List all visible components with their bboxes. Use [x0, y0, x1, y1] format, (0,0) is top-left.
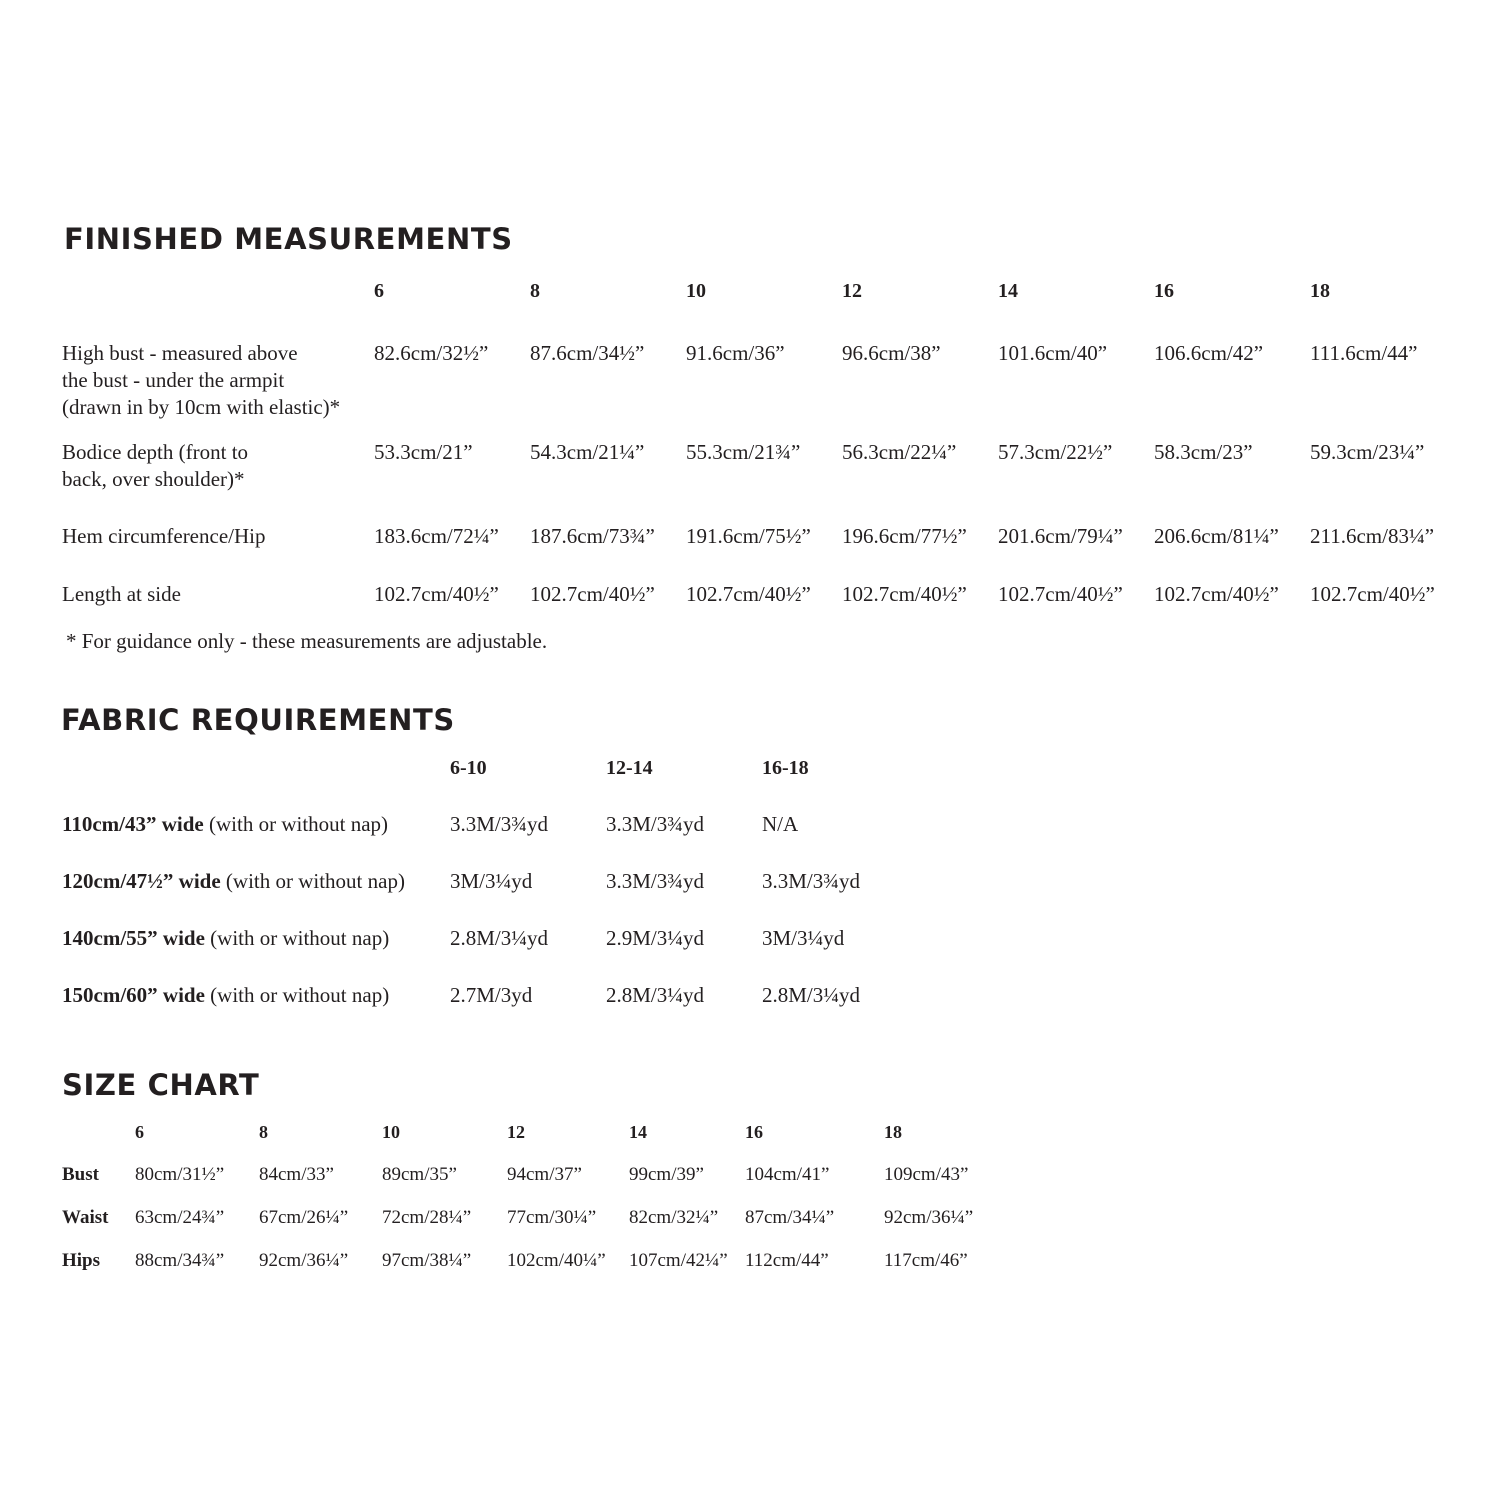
measurement-value: 183.6cm/72¼”: [374, 524, 499, 548]
measurement-value: 102.7cm/40½”: [842, 582, 967, 606]
body-measure-value: 82cm/32¼”: [629, 1207, 719, 1228]
guidance-note: * For guidance only - these measurements are adjustable.: [66, 629, 548, 653]
size-header: 12: [842, 280, 862, 302]
measurement-value: 102.7cm/40½”: [1310, 582, 1435, 606]
fabric-width-label: [62, 868, 450, 925]
body-measure-value: 72cm/28¼”: [382, 1207, 472, 1228]
measurement-label: High bust - measured above the bust - under the armpit (drawn in by 10cm with elastic)*: [62, 341, 341, 419]
size-group-header: 16-18: [762, 757, 809, 779]
fabric-requirements-table: [62, 755, 918, 1039]
measurement-value: 101.6cm/40”: [998, 341, 1108, 365]
table-header-row: [62, 278, 1466, 340]
fabric-amount: 2.7M/3yd: [450, 983, 533, 1007]
measurement-value: 102.7cm/40½”: [1154, 582, 1279, 606]
fabric-width: 120cm/47½” wide: [62, 869, 221, 893]
measurement-label: Length at side: [62, 582, 181, 606]
table-row: [62, 340, 1466, 439]
fabric-qualifier: (with or without nap): [220, 869, 405, 893]
measurement-value: 102.7cm/40½”: [686, 582, 811, 606]
fabric-qualifier: (with or without nap): [203, 812, 389, 836]
measurement-value: 211.6cm/83¼”: [1310, 524, 1435, 548]
fabric-width: 150cm/60” wide: [62, 983, 205, 1007]
body-measure-value: 80cm/31½”: [135, 1164, 225, 1185]
table-header-row: [62, 1120, 994, 1163]
body-measure-value: 77cm/30¼”: [507, 1207, 597, 1228]
body-measure-value: 112cm/44”: [745, 1250, 829, 1271]
fabric-width-label: [62, 982, 450, 1039]
table-row: [62, 523, 1466, 581]
measurement-value: 82.6cm/32½”: [374, 341, 489, 365]
body-measure-value: 92cm/36¼”: [884, 1207, 974, 1228]
fabric-amount: 3.3M/3¾yd: [450, 812, 549, 836]
fabric-width: 110cm/43” wide: [62, 812, 204, 836]
fabric-amount: 3.3M/3¾yd: [762, 869, 861, 893]
fabric-amount: 2.8M/3¼yd: [450, 926, 549, 950]
finished-measurements-table: [62, 278, 1466, 625]
size-header: 10: [382, 1122, 400, 1142]
measurement-label: Bodice depth (front to back, over shoulder)*: [62, 440, 249, 491]
size-header: 8: [530, 280, 540, 302]
size-header: 16: [1154, 280, 1174, 302]
size-header: 18: [884, 1122, 902, 1142]
fabric-amount: 3.3M/3¾yd: [606, 869, 705, 893]
fabric-width-label: [62, 811, 450, 868]
body-measure-value: 99cm/39”: [629, 1164, 704, 1185]
measurement-value: 87.6cm/34½”: [530, 341, 645, 365]
fabric-amount: 2.9M/3¼yd: [606, 926, 705, 950]
body-measure-label: Waist: [62, 1207, 109, 1228]
body-measure-value: 117cm/46”: [884, 1250, 968, 1271]
body-measure-value: 89cm/35”: [382, 1164, 457, 1185]
body-measure-value: 94cm/37”: [507, 1164, 582, 1185]
size-header: 18: [1310, 280, 1330, 302]
header-spacer: [62, 278, 374, 340]
fabric-amount: 3M/3¼yd: [762, 926, 845, 950]
size-header: 8: [259, 1122, 268, 1142]
body-measure-value: 109cm/43”: [884, 1164, 969, 1185]
measurement-value: 58.3cm/23”: [1154, 440, 1253, 464]
table-row: [62, 868, 918, 925]
measurement-value: 187.6cm/73¾”: [530, 524, 655, 548]
finished-measurements-heading: FINISHED MEASUREMENTS: [64, 222, 513, 256]
size-chart-heading: SIZE CHART: [62, 1068, 260, 1102]
fabric-amount: N/A: [762, 812, 799, 836]
measurement-value: 191.6cm/75½”: [686, 524, 811, 548]
fabric-qualifier: (with or without nap): [204, 926, 390, 950]
table-row: [62, 1206, 994, 1249]
body-measure-value: 84cm/33”: [259, 1164, 334, 1185]
body-measure-value: 88cm/34¾”: [135, 1250, 225, 1271]
table-header-row: [62, 755, 918, 811]
size-header: 16: [745, 1122, 763, 1142]
body-measure-value: 92cm/36¼”: [259, 1250, 349, 1271]
measurement-value: 59.3cm/23¼”: [1310, 440, 1425, 464]
fabric-amount: 2.8M/3¼yd: [606, 983, 705, 1007]
table-row: [62, 439, 1466, 523]
fabric-width: 140cm/55” wide: [62, 926, 205, 950]
fabric-amount: 2.8M/3¼yd: [762, 983, 861, 1007]
table-row: [62, 1249, 994, 1292]
table-row: [62, 811, 918, 868]
measurement-value: 102.7cm/40½”: [998, 582, 1123, 606]
table-row: [62, 982, 918, 1039]
fabric-amount: 3M/3¼yd: [450, 869, 533, 893]
header-spacer: [62, 755, 450, 811]
size-header: 6: [374, 280, 384, 302]
measurement-value: 56.3cm/22¼”: [842, 440, 957, 464]
fabric-qualifier: (with or without nap): [204, 983, 390, 1007]
measurement-value: 54.3cm/21¼”: [530, 440, 645, 464]
size-header: 10: [686, 280, 706, 302]
measurement-label: Hem circumference/Hip: [62, 524, 266, 548]
table-row: [62, 925, 918, 982]
table-row: [62, 1163, 994, 1206]
size-header: 6: [135, 1122, 144, 1142]
measurement-value: 102.7cm/40½”: [374, 582, 499, 606]
fabric-amount: 3.3M/3¾yd: [606, 812, 705, 836]
measurement-value: 53.3cm/21”: [374, 440, 473, 464]
header-spacer: [62, 1120, 135, 1163]
measurement-value: 57.3cm/22½”: [998, 440, 1113, 464]
measurement-value: 102.7cm/40½”: [530, 582, 655, 606]
body-measure-value: 67cm/26¼”: [259, 1207, 349, 1228]
body-measure-value: 87cm/34¼”: [745, 1207, 835, 1228]
body-measure-value: 107cm/42¼”: [629, 1250, 728, 1271]
fabric-width-label: [62, 925, 450, 982]
body-measure-label: Bust: [62, 1164, 99, 1185]
size-group-header: 12-14: [606, 757, 653, 779]
body-measure-value: 63cm/24¾”: [135, 1207, 225, 1228]
measurement-value: 206.6cm/81¼”: [1154, 524, 1279, 548]
body-measure-value: 104cm/41”: [745, 1164, 830, 1185]
body-measure-label: Hips: [62, 1250, 101, 1271]
measurement-value: 201.6cm/79¼”: [998, 524, 1123, 548]
measurement-value: 96.6cm/38”: [842, 341, 941, 365]
measurement-value: 111.6cm/44”: [1310, 341, 1418, 365]
measurement-value: 196.6cm/77½”: [842, 524, 967, 548]
table-row: [62, 581, 1466, 625]
size-header: 12: [507, 1122, 525, 1142]
body-measure-value: 97cm/38¼”: [382, 1250, 472, 1271]
body-measure-value: 102cm/40¼”: [507, 1250, 606, 1271]
size-group-header: 6-10: [450, 757, 487, 779]
fabric-requirements-heading: FABRIC REQUIREMENTS: [61, 703, 455, 737]
measurement-value: 55.3cm/21¾”: [686, 440, 801, 464]
size-chart-table: [62, 1120, 994, 1292]
size-header: 14: [998, 280, 1018, 302]
size-header: 14: [629, 1122, 647, 1142]
measurement-value: 106.6cm/42”: [1154, 341, 1264, 365]
measurement-value: 91.6cm/36”: [686, 341, 785, 365]
